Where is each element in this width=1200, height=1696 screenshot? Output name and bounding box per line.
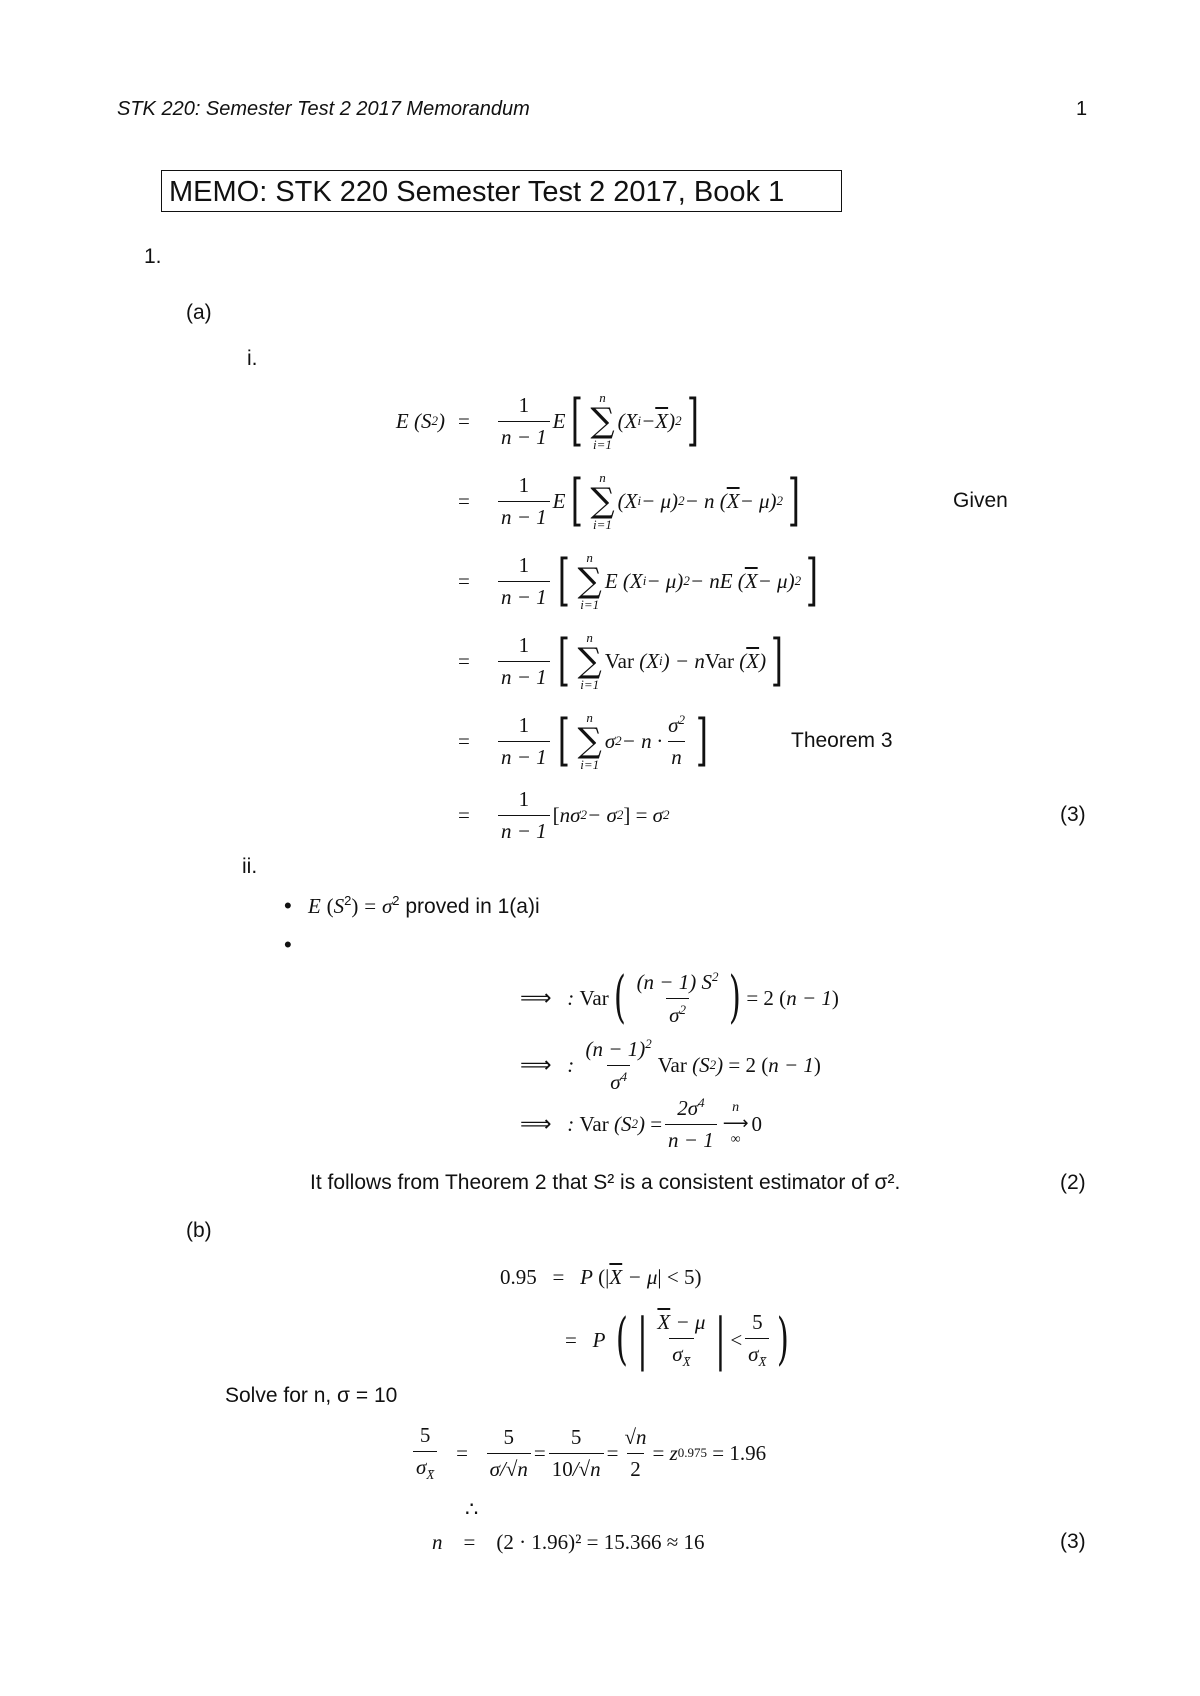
bullet-1-tail: proved in 1(a)i [405,895,540,918]
derivation-line-4: = $\frac{1}{n - 1}$ [ n ∑ i=1 Var (X i ) − n Var ( $\overline{X}$ ) ] [458,628,784,693]
implication-line-1: ⟹ : Var ( $\frac{(n - 1) S^2}{\sigma^2}$ ) = 2 ( n − 1 ) [520,965,839,1030]
bullet-1-text: E $(S^2) = \sigma^2$ proved in 1(a)i [308,893,540,918]
equals-sign: = [458,408,470,433]
sample-size-result: (2 · 1.96)² = 15.366 ≈ 16 [496,1530,705,1554]
derivation-line-6: = $\frac{1}{n - 1}$ [ nσ 2 − σ 2 ] = σ 2 (3) [0,775,1200,855]
implication-line-3: ⟹ : Var (S 2 ) = $\frac{2\sigma^4}{n - 1}$ n ⟶ ∞ 0 [520,1095,763,1152]
running-header: STK 220: Semester Test 2 2017 Memorandum [117,98,530,120]
consistency-conclusion: It follows from Theorem 2 that S² is a consistent estimator of σ². [310,1171,901,1194]
expectation-s2: E (S 2 ) [395,408,445,433]
derivation-line-5: = $\frac{1}{n - 1}$ [ n ∑ i=1 σ 2 − n · $\frac{\sigma^2}{n}$ ] Theorem 3 [0,701,1200,781]
therefore-symbol: ∴ [465,1497,479,1521]
derivation-line-2: = $\frac{1}{n - 1}$ E [ n ∑ i=1 (X i − μ) 2 − n ( $\overline{X}$ − μ) 2 ] Given [0,461,1200,541]
sample-size-line-1: $\frac{5}{\sigma_{X̄}}$ = $\frac{5}{\sigma/√n}$ = $\frac{5}{10/√n}$ = $\frac{√n}{2}$ = z 0.975 = 1.96 [410,1418,766,1488]
derivation-line-1: E (S 2 ) = $\frac{1}{n - 1}$ E [ n ∑ i=1 (X i − $\overline{X}$ ) 2 ] [0,381,1200,461]
part-a-label: (a) [186,301,212,324]
bullet-2: • [284,932,292,957]
mark-a-i: (3) [1060,803,1086,826]
part-b-label: (b) [186,1219,212,1242]
bullet-1: • [284,893,292,918]
probability-line-2: = P ( | $\frac{\overline{X} - \mu}{\sigma_{X̄}}$ | < $\frac{5}{\sigma_{X̄}}$ ) [565,1307,790,1372]
probability-line-1: 0.95 = P $(|\overline{X} - \mu| < 5)$ [500,1265,702,1289]
implication-line-2: ⟹ : $\frac{(n - 1)^2}{\sigma^4}$ Var (S 2 ) = 2 ( n − 1 ) [520,1035,821,1094]
mark-b: (3) [1060,1530,1086,1553]
note-theorem-3: Theorem 3 [791,729,893,752]
solve-for-text: Solve for n, σ = 10 [225,1384,398,1407]
derivation-line-3: = $\frac{1}{n - 1}$ [ n ∑ i=1 E (X i − μ) 2 − nE ( $\overline{X}$ − μ) 2 ] [458,548,819,613]
sample-size-line-2: n = (2 · 1.96)² = 15.366 ≈ 16 [432,1530,705,1554]
part-ii-label: ii. [242,855,258,878]
question-1-label: 1. [144,245,162,268]
note-given: Given [953,489,1008,512]
page-number: 1 [1076,98,1088,120]
mark-a-ii: (2) [1060,1171,1086,1194]
part-i-label: i. [247,347,258,370]
memo-title: MEMO: STK 220 Semester Test 2 2017, Book 1 [161,170,842,212]
